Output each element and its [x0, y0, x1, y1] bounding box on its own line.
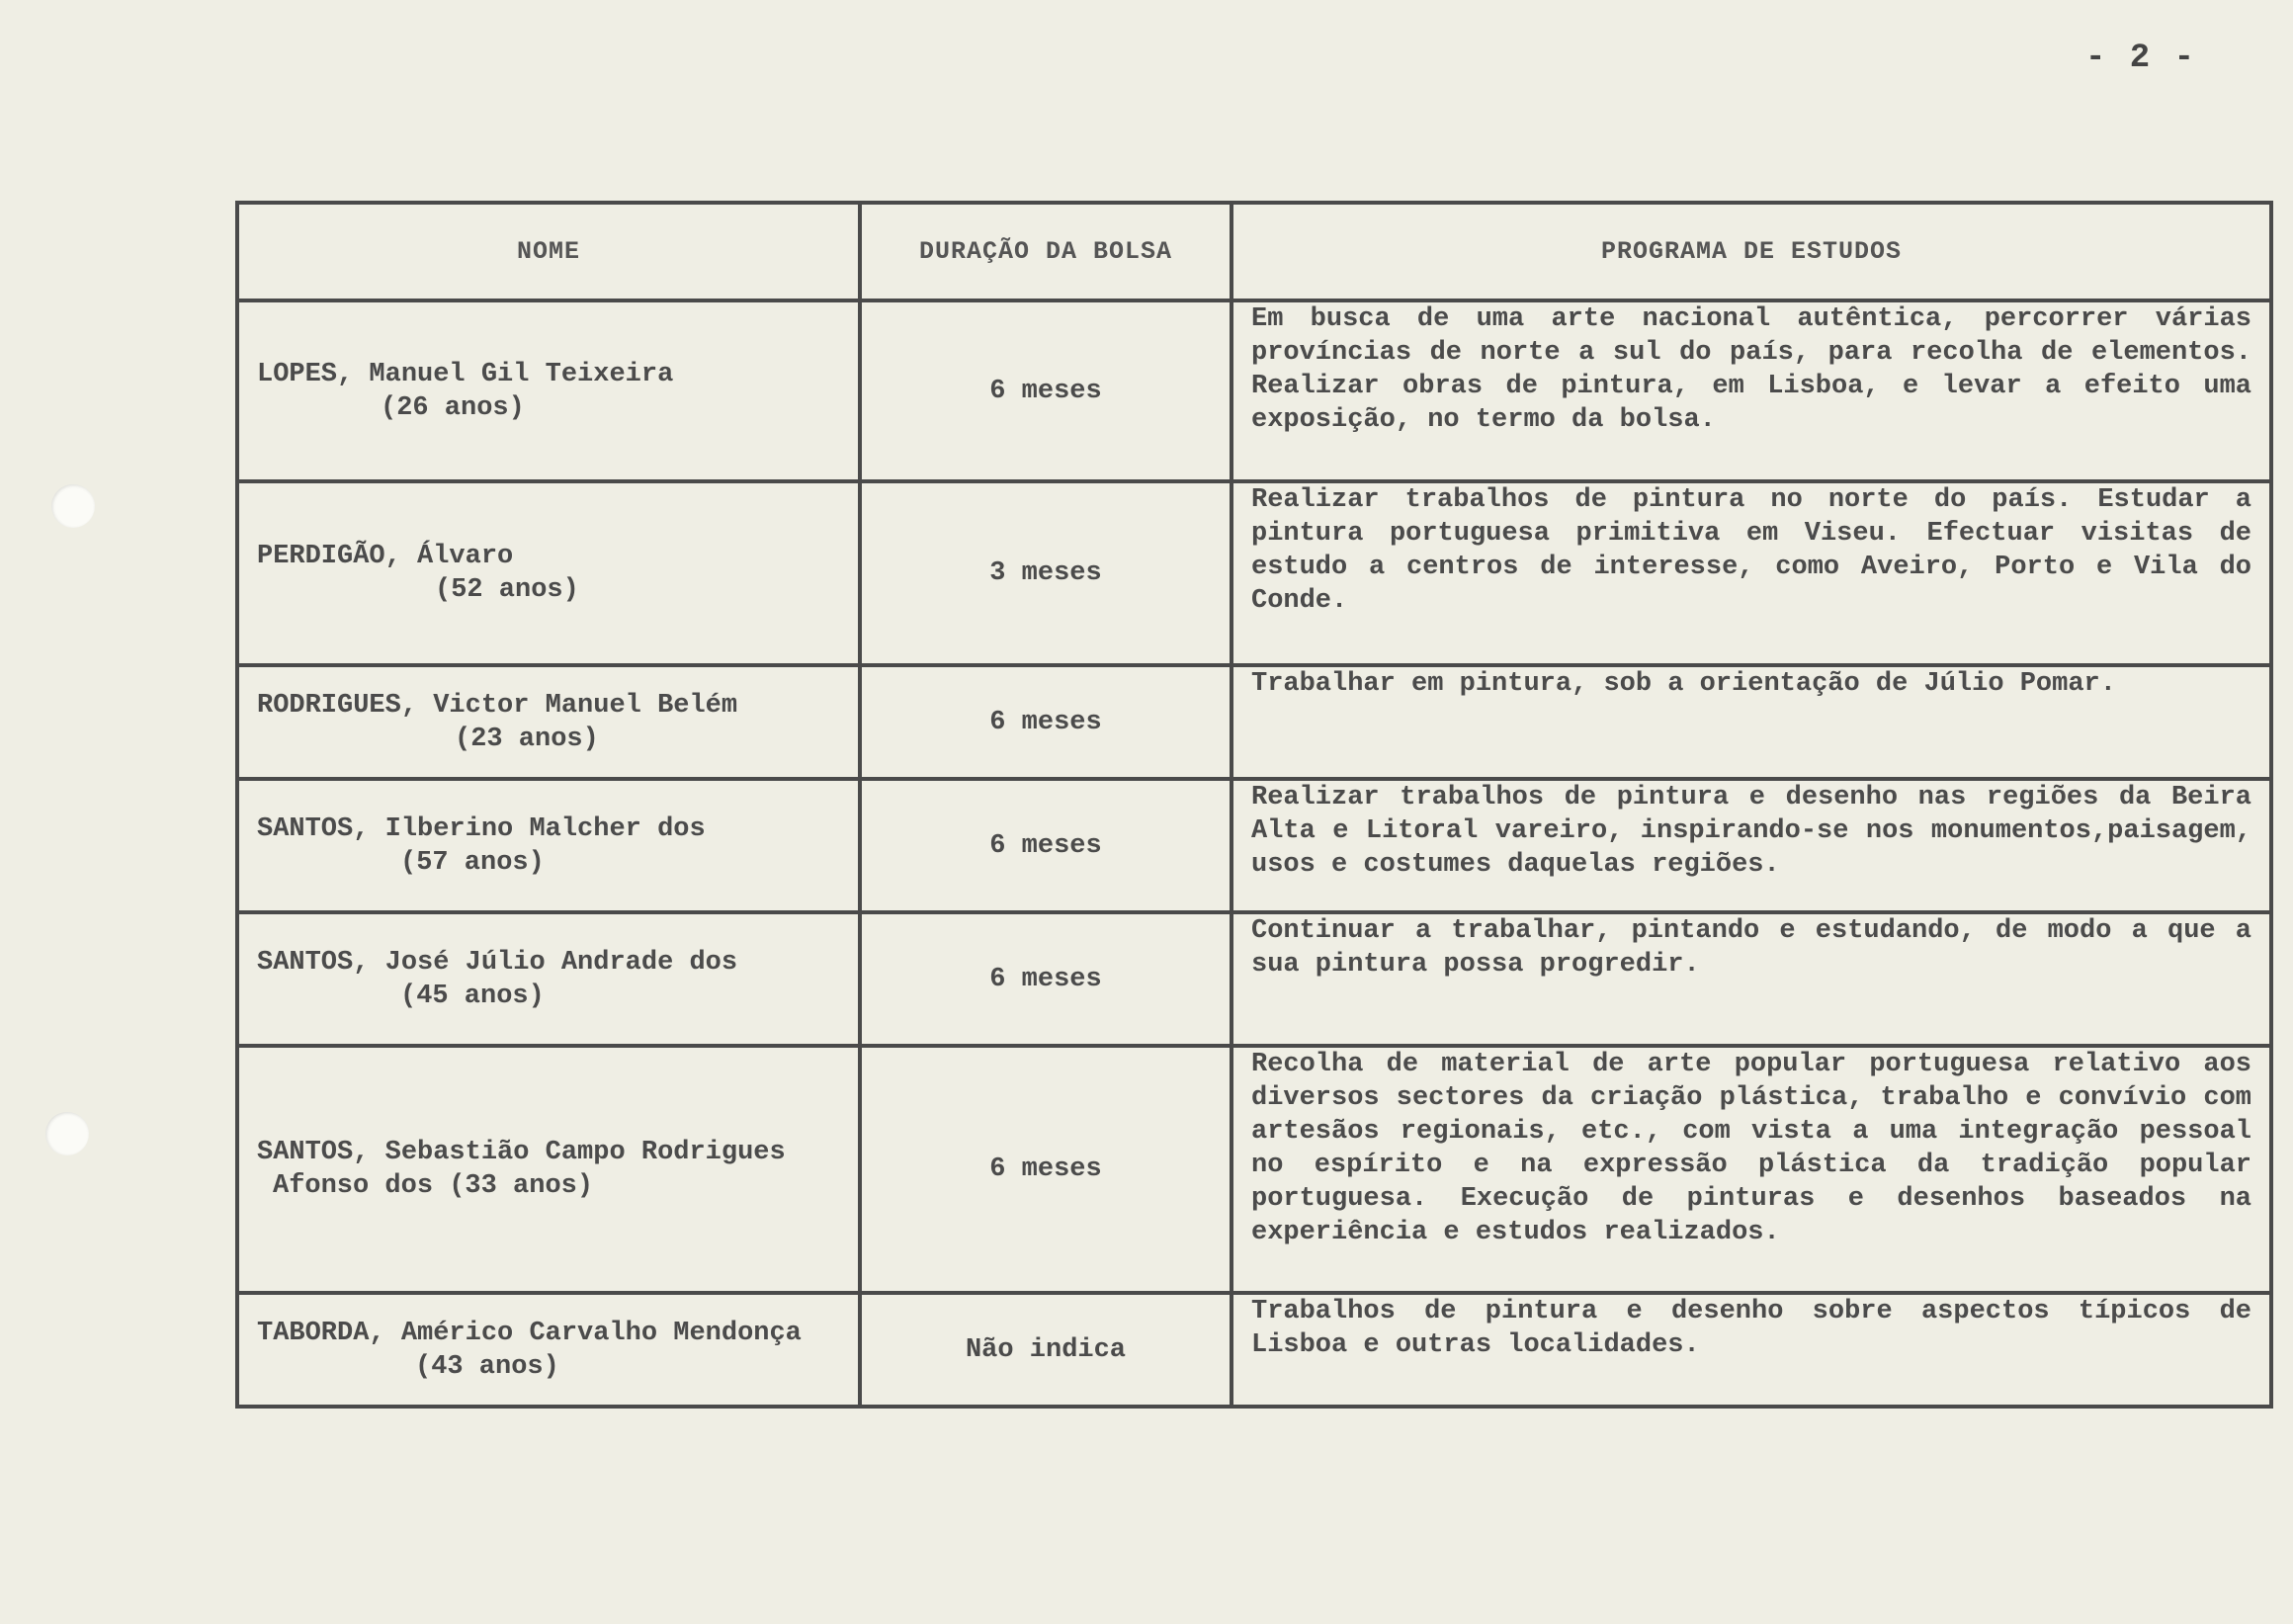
header-duracao: DURAÇÃO DA BOLSA	[860, 203, 1231, 300]
cell-nome	[237, 481, 860, 665]
person-name: SANTOS, José Júlio Andrade dos	[257, 947, 738, 978]
table-header-row	[237, 203, 2271, 300]
cell-duracao: 6 meses	[860, 912, 1231, 1046]
person-name: RODRIGUES, Victor Manuel Belém	[257, 690, 738, 721]
cell-duracao: Não indica	[860, 1293, 1231, 1407]
cell-nome	[237, 1046, 860, 1293]
cell-programa: Em busca de uma arte nacional autêntica, percorrer várias províncias de norte a sul do país, para recolha de elementos. Realizar obras de pintura, em Lisboa, e levar a efeito uma exposição, no termo da bolsa.	[1231, 300, 2271, 481]
cell-programa: Realizar trabalhos de pintura no norte do país. Estudar a pintura portuguesa primitiva em Viseu. Efectuar visitas de estudo a centros de interesse, como Aveiro, Porto e Vila do Conde.	[1231, 481, 2271, 665]
person-age: (57 anos)	[400, 847, 545, 878]
cell-programa: Trabalhar em pintura, sob a orientação de Júlio Pomar.	[1231, 665, 2271, 779]
cell-duracao: 6 meses	[860, 665, 1231, 779]
scholarship-table	[235, 201, 2273, 1409]
cell-duracao: 3 meses	[860, 481, 1231, 665]
person-name: TABORDA, Américo Carvalho Mendonça	[257, 1318, 802, 1348]
person-age: (45 anos)	[400, 981, 545, 1011]
header-nome: NOME	[237, 203, 860, 300]
punch-hole	[51, 484, 95, 528]
table-row	[237, 665, 2271, 779]
cell-programa: Continuar a trabalhar, pintando e estudando, de modo a que a sua pintura possa progredir.	[1231, 912, 2271, 1046]
cell-duracao: 6 meses	[860, 779, 1231, 912]
punch-hole	[45, 1112, 89, 1155]
cell-nome	[237, 779, 860, 912]
cell-programa: Realizar trabalhos de pintura e desenho nas regiões da Beira Alta e Litoral vareiro, inspirando-se nos monumentos,paisagem, usos e costumes daquelas regiões.	[1231, 779, 2271, 912]
cell-nome	[237, 912, 860, 1046]
person-age: (52 anos)	[435, 575, 579, 605]
person-name: SANTOS, Ilberino Malcher dos	[257, 813, 706, 844]
person-age: (43 anos)	[415, 1351, 559, 1382]
cell-nome	[237, 665, 860, 779]
header-programa: PROGRAMA DE ESTUDOS	[1231, 203, 2271, 300]
person-age: Afonso dos (33 anos)	[273, 1171, 594, 1201]
cell-programa: Trabalhos de pintura e desenho sobre aspectos típicos de Lisboa e outras localidades.	[1231, 1293, 2271, 1407]
person-age: (26 anos)	[381, 392, 525, 423]
table-row	[237, 912, 2271, 1046]
person-age: (23 anos)	[455, 724, 599, 754]
cell-programa: Recolha de material de arte popular portuguesa relativo aos diversos sectores da criação plástica, trabalho e convívio com artesãos regionais, etc., com vista a uma integração pessoal no espírito e na expressão plástica da tradição popular portuguesa. Execução de pinturas e desenhos baseados na experiência e estudos realizados.	[1231, 1046, 2271, 1293]
cell-nome	[237, 1293, 860, 1407]
table-row	[237, 481, 2271, 665]
person-name: LOPES, Manuel Gil Teixeira	[257, 359, 674, 389]
cell-duracao: 6 meses	[860, 1046, 1231, 1293]
cell-nome	[237, 300, 860, 481]
table-row	[237, 1046, 2271, 1293]
cell-duracao: 6 meses	[860, 300, 1231, 481]
table-row	[237, 300, 2271, 481]
table-row	[237, 1293, 2271, 1407]
table-row	[237, 779, 2271, 912]
page-number: - 2 -	[2085, 40, 2197, 77]
person-name: SANTOS, Sebastião Campo Rodrigues	[257, 1138, 786, 1167]
person-name: PERDIGÃO, Álvaro	[257, 542, 514, 571]
